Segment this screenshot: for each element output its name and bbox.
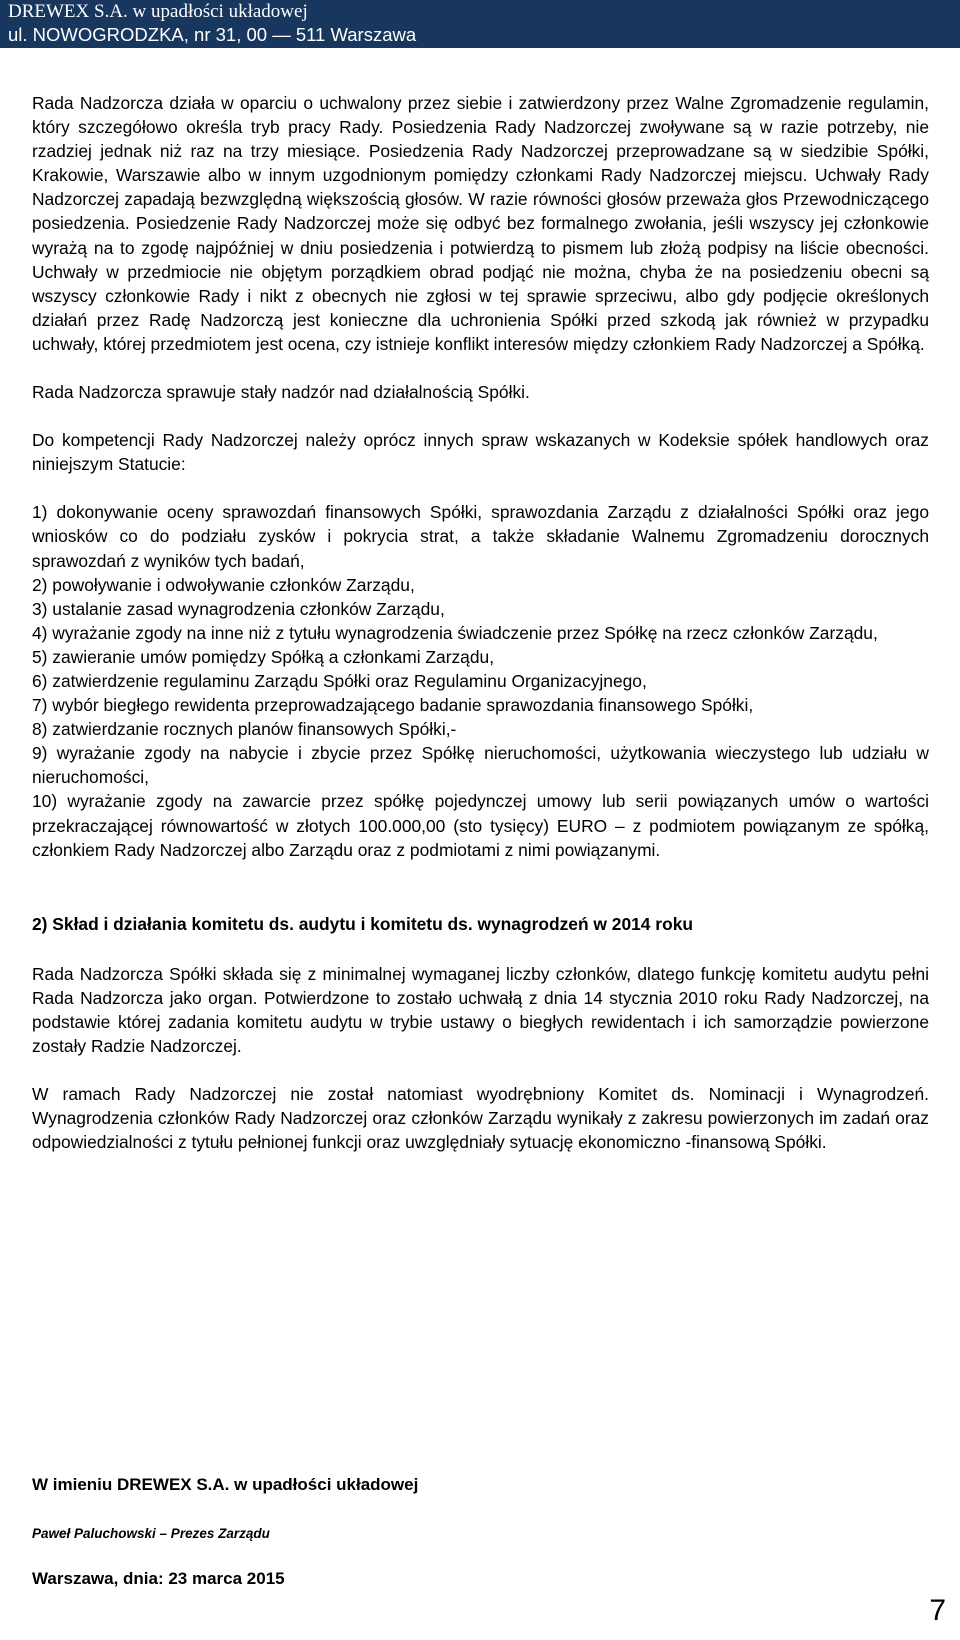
paragraph-nomination-committee: W ramach Rady Nadzorczej nie został natomiast wyodrębniony Komitet ds. Nominacji i Wynagrodzeń. Wynagrodzenia członków Rady Nadzorczej oraz członków Zarządu wynikały z zakresu powierzonych im zadań oraz odpowiedzialności z tytułu pełnionej funkcji oraz uwzględniały sytuację ekonomiczno -finansową Spółki. bbox=[32, 1084, 929, 1153]
list-item: 6) zatwierdzenie regulaminu Zarządu Spółki oraz Regulaminu Organizacyjnego, bbox=[32, 670, 647, 691]
competences-list bbox=[32, 500, 929, 861]
list-item: 8) zatwierdzanie rocznych planów finansowych Spółki,- bbox=[32, 719, 457, 740]
signature-role-line: Paweł Paluchowski – Prezes Zarządu bbox=[32, 1526, 270, 1541]
list-item: 5) zawieranie umów pomiędzy Spółką a członkami Zarządu, bbox=[32, 646, 495, 667]
document-body bbox=[32, 91, 929, 1154]
section-heading: 2) Skład i działania komitetu ds. audytu i komitetu ds. wynagrodzeń w 2014 roku bbox=[32, 913, 693, 934]
list-item: 4) wyrażanie zgody na inne niż z tytułu wynagrodzenia świadczenie przez Spółkę na rzecz członków Zarządu, bbox=[32, 622, 878, 643]
paragraph-competences-intro: Do kompetencji Rady Nadzorczej należy oprócz innych spraw wskazanych w Kodeksie spółek handlowych oraz niniejszym Statucie: bbox=[32, 430, 929, 475]
list-item: 1) dokonywanie oceny sprawozdań finansowych Spółki, sprawozdania Zarządu z działalności Spółki oraz jego wniosków co do podziału zysków i pokrycia strat, a także składanie Walnemu Zgromadzeniu dorocznych sprawozdań z wyników tych badań, bbox=[32, 502, 929, 571]
signature-company-line: W imieniu DREWEX S.A. w upadłości układowej bbox=[32, 1475, 419, 1494]
document-header bbox=[0, 0, 960, 48]
list-item: 10) wyrażanie zgody na zawarcie przez spółkę pojedynczej umowy lub serii powiązanych umów o wartości przekraczającej równowartość w złotych 100.000,00 (sto tysięcy) EURO – z podmiotem powiązanym ze spółką, członkiem Rady Nadzorczej albo Zarządu oraz z podmiotami z nimi powiązanymi. bbox=[32, 791, 929, 860]
paragraph-board-procedures: Rada Nadzorcza działa w oparciu o uchwalony przez siebie i zatwierdzony przez Walne Zgromadzenie regulamin, który szczegółowo określa tryb pracy Rady. Posiedzenia Rady Nadzorczej zwoływane są w razie potrzeby, nie rzadziej jednak niż raz na trzy miesiące. Posiedzenia Rady Nadzorczej przeprowadzane są w siedzibie Spółki, Krakowie, Warszawie albo w innym uzgodnionym pomiędzy członkami Rady Nadzorczej miejscu. Uchwały Rady Nadzorczej zapadają bezwzględną większością głosów. W razie równości głosów przeważa głos Przewodniczącego posiedzenia. Posiedzenie Rady Nadzorczej może się odbyć bez formalnego zwołania, jeśli wszyscy jej członkowie wyrażą na to zgodę najpóźniej w dniu posiedzenia i potwierdzą to pismem lub złożą podpisy na liście obecności. Uchwały w przedmiocie nie objętym porządkiem obrad podjąć nie można, chyba że na posiedzeniu obecni są wszyscy członkowie Rady i nikt z obecnych nie zgłosi w tej sprawie sprzeciwu, albo gdy podjęcie określonych działań przez Radę Nadzorczą jest konieczne dla uchronienia Spółki przed szkodą jak również w przypadku uchwały, której przedmiotem jest ocena, czy istnieje konflikt interesów między członkiem Rady Nadzorczej a Spółką. bbox=[32, 93, 929, 354]
header-company-name: DREWEX S.A. w upadłości układowej bbox=[8, 1, 308, 22]
list-item: 7) wybór biegłego rewidenta przeprowadzającego badanie sprawozdania finansowego Spółki, bbox=[32, 695, 754, 716]
paragraph-supervision: Rada Nadzorcza sprawuje stały nadzór nad działalnością Spółki. bbox=[32, 382, 530, 403]
list-item: 2) powoływanie i odwoływanie członków Zarządu, bbox=[32, 574, 415, 595]
list-item: 9) wyrażanie zgody na nabycie i zbycie przez Spółkę nieruchomości, użytkowania wieczystego lub udziału w nieruchomości, bbox=[32, 743, 929, 788]
list-item: 3) ustalanie zasad wynagrodzenia członków Zarządu, bbox=[32, 598, 445, 619]
header-address: ul. NOWOGRODZKA, nr 31, 00 — 511 Warszawa bbox=[8, 24, 417, 45]
paragraph-audit-committee: Rada Nadzorcza Spółki składa się z minimalnej wymaganej liczby członków, dlatego funkcję komitetu audytu pełni Rada Nadzorcza jako organ. Potwierdzone to zostało uchwałą z dnia 14 stycznia 2010 roku Rady Nadzorczej, na podstawie której zadania komitetu audytu w trybie ustawy o biegłych rewidentach i ich samorządzie powierzone zostały Radzie Nadzorczej. bbox=[32, 963, 929, 1057]
signature-date-line: Warszawa, dnia: 23 marca 2015 bbox=[32, 1569, 285, 1588]
page-number: 7 bbox=[929, 1594, 946, 1627]
